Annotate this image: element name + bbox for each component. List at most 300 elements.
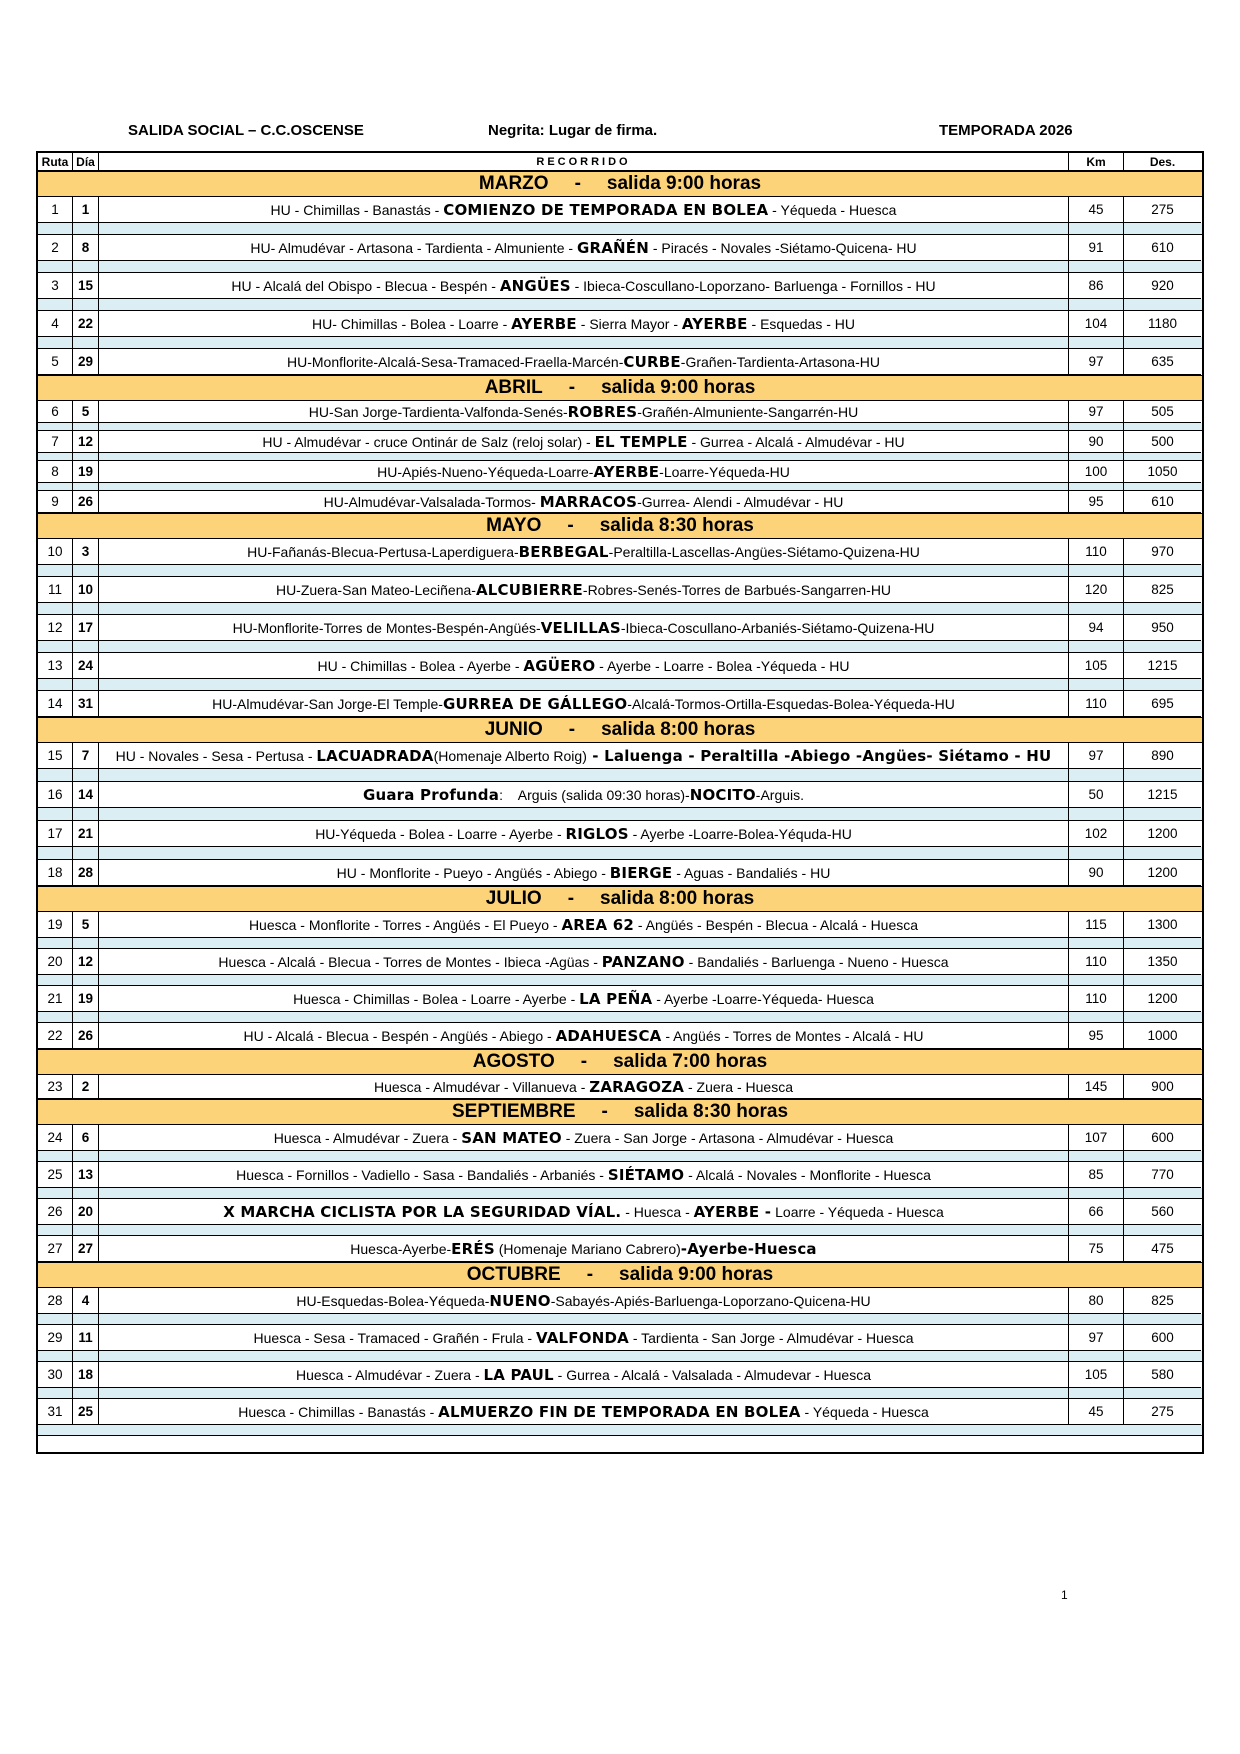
route-number: 23 — [38, 1075, 73, 1099]
spacer-cell — [73, 847, 99, 859]
month-name: SEPTIEMBRE — [451, 1101, 576, 1122]
page-number: 1 — [1061, 1588, 1068, 1602]
route-text: - Tardienta - San Jorge - Almudévar - Huesca — [628, 1329, 914, 1346]
month-separator: - — [567, 515, 574, 536]
route-text: HU - Alcalá - Blecua - Bespén - Angüés - Abiego - — [243, 1027, 556, 1044]
route-elevation: 1180 — [1124, 311, 1201, 337]
month-name: JUNIO — [484, 719, 543, 740]
route-day: 22 — [73, 311, 99, 337]
route-elevation: 500 — [1124, 431, 1201, 453]
route-description — [99, 431, 1069, 453]
column-header-row — [38, 153, 1202, 171]
spacer-row — [38, 1225, 1202, 1236]
spacer-cell — [38, 223, 73, 234]
route-elevation: 635 — [1124, 349, 1201, 375]
route-text: - Ayerbe -Loarre-Bolea-Yéquda-HU — [628, 825, 852, 842]
route-text: -Alcalá-Tormos-Ortilla-Esquedas-Bolea-Yéqueda-HU — [627, 695, 955, 712]
spacer-cell — [1124, 453, 1201, 460]
route-elevation: 825 — [1124, 577, 1201, 603]
table-row — [38, 1162, 1202, 1188]
table-row — [38, 821, 1202, 847]
route-day: 11 — [73, 1325, 99, 1351]
spacer-row — [38, 808, 1202, 821]
spacer-cell — [99, 337, 1069, 348]
spacer-row — [38, 603, 1202, 615]
route-text: - Zuera - San Jorge - Artasona - Almudévar - Huesca — [561, 1129, 894, 1146]
route-text: -Gurrea- Alendi - Almudévar - HU — [637, 493, 844, 510]
route-km: 80 — [1069, 1288, 1124, 1314]
spacer-cell — [1069, 1225, 1124, 1235]
route-description — [99, 860, 1069, 886]
month-header — [38, 886, 1202, 912]
signing-place: AGÜERO — [523, 656, 596, 675]
table-row — [38, 912, 1202, 938]
route-km: 120 — [1069, 577, 1124, 603]
spacer-cell — [1069, 808, 1124, 820]
route-elevation: 560 — [1124, 1199, 1201, 1225]
spacer-cell — [1069, 483, 1124, 490]
route-description — [99, 349, 1069, 375]
route-text: Huesca - Chimillas - Banastás - — [238, 1403, 439, 1420]
route-number: 24 — [38, 1125, 73, 1151]
route-text: HU- Almudévar - Artasona - Tardienta - Almuniente - — [250, 239, 577, 256]
table-row — [38, 577, 1202, 603]
spacer-cell — [1124, 847, 1201, 859]
spacer-cell — [1124, 337, 1201, 348]
spacer-cell — [38, 423, 73, 430]
route-text: - Aguas - Bandaliés - HU — [672, 864, 831, 881]
route-text: HU-Esquedas-Bolea-Yéqueda- — [296, 1292, 490, 1309]
table-row — [38, 539, 1202, 565]
route-km: 95 — [1069, 1023, 1124, 1049]
route-description — [99, 577, 1069, 603]
route-elevation: 600 — [1124, 1125, 1201, 1151]
col-dia: Día — [73, 153, 99, 170]
route-text: Huesca - Fornillos - Vadiello - Sasa - Bandaliés - Arbaniés - — [236, 1166, 608, 1183]
legend-note: Negrita: Lugar de firma. — [488, 122, 658, 139]
route-text: - Alcalá - Novales - Monflorite - Huesca — [684, 1166, 931, 1183]
start-time: salida 8:00 horas — [600, 888, 755, 909]
route-description — [99, 782, 1069, 808]
signing-place: BERBEGAL — [518, 542, 609, 561]
route-number: 3 — [38, 273, 73, 299]
spacer-cell — [73, 769, 99, 781]
route-day: 12 — [73, 949, 99, 975]
route-description — [99, 539, 1069, 565]
route-number: 5 — [38, 349, 73, 375]
route-number: 7 — [38, 431, 73, 453]
signing-place: VALFONDA — [535, 1328, 629, 1347]
spacer-cell — [99, 423, 1069, 430]
signing-place: ADAHUESCA — [555, 1026, 662, 1045]
signing-place: EL TEMPLE — [594, 432, 688, 451]
spacer-cell — [99, 483, 1069, 490]
spacer-cell — [99, 223, 1069, 234]
signing-place: SIÉTAMO — [607, 1165, 685, 1184]
route-number: 11 — [38, 577, 73, 603]
route-text: Huesca-Ayerbe- — [350, 1240, 452, 1257]
route-description — [99, 1023, 1069, 1049]
spacer-cell — [38, 603, 73, 614]
spacer-cell — [1124, 975, 1201, 985]
signing-place: GRAÑÉN — [576, 238, 649, 257]
spacer-cell — [99, 1314, 1069, 1324]
table-row — [38, 743, 1202, 769]
spacer-cell — [1124, 483, 1201, 490]
route-day: 28 — [73, 860, 99, 886]
spacer-cell — [99, 603, 1069, 614]
spacer-cell — [1069, 423, 1124, 430]
document-header — [0, 122, 1240, 142]
col-des: Des. — [1124, 153, 1201, 170]
route-day: 8 — [73, 235, 99, 261]
spacer-row — [38, 1188, 1202, 1199]
spacer-cell — [1069, 769, 1124, 781]
month-separator: - — [574, 173, 581, 194]
spacer-cell — [38, 1012, 73, 1022]
table-row — [38, 1362, 1202, 1388]
month-separator: - — [568, 377, 576, 398]
route-description — [99, 1288, 1069, 1314]
col-ruta: Ruta — [38, 153, 73, 170]
spacer-cell — [38, 679, 73, 690]
route-elevation: 1300 — [1124, 912, 1201, 938]
signing-place: RIGLOS — [565, 824, 629, 843]
route-day: 12 — [73, 431, 99, 453]
route-elevation: 275 — [1124, 1399, 1201, 1425]
route-elevation: 600 — [1124, 1325, 1201, 1351]
route-number: 9 — [38, 491, 73, 513]
routes-table — [36, 151, 1204, 1454]
route-elevation: 580 — [1124, 1362, 1201, 1388]
route-number: 2 — [38, 235, 73, 261]
route-text: - Gurrea - Alcalá - Valsalada - Almudevar - Huesca — [553, 1366, 871, 1383]
month-name: MAYO — [486, 515, 542, 536]
route-description — [99, 1162, 1069, 1188]
route-text: Huesca - Almudévar - Zuera - — [295, 1366, 484, 1383]
route-day: 17 — [73, 615, 99, 641]
route-km: 102 — [1069, 821, 1124, 847]
route-text: - Esquedas - HU — [747, 315, 855, 332]
start-time: salida 7:00 horas — [613, 1051, 768, 1072]
spacer-cell — [73, 1151, 99, 1161]
route-elevation: 1050 — [1124, 461, 1201, 483]
spacer-row — [38, 453, 1202, 461]
route-text: (Homenaje Mariano Cabrero) — [494, 1240, 681, 1257]
route-elevation: 920 — [1124, 273, 1201, 299]
table-row — [38, 1075, 1202, 1099]
route-number: 28 — [38, 1288, 73, 1314]
route-km: 97 — [1069, 1325, 1124, 1351]
signing-place: X MARCHA CICLISTA POR LA SEGURIDAD VÍAL. — [223, 1202, 622, 1221]
spacer-cell — [1069, 299, 1124, 310]
route-text: Loarre - Yéqueda - Huesca — [771, 1203, 944, 1220]
route-km: 95 — [1069, 491, 1124, 513]
signing-place: AYERBE — [681, 314, 748, 333]
route-text: HU - Monflorite - Pueyo - Angüés - Abiego - — [336, 864, 610, 881]
col-recorrido: RECORRIDO — [99, 153, 1069, 170]
route-km: 91 — [1069, 235, 1124, 261]
signing-place: Guara Profunda — [362, 785, 500, 804]
spacer-cell — [38, 808, 73, 820]
route-number: 17 — [38, 821, 73, 847]
route-km: 105 — [1069, 653, 1124, 679]
spacer-cell — [73, 975, 99, 985]
spacer-cell — [1069, 453, 1124, 460]
route-day: 1 — [73, 197, 99, 223]
route-description — [99, 1199, 1069, 1225]
spacer-cell — [1069, 679, 1124, 690]
spacer-cell — [38, 1225, 73, 1235]
table-row — [38, 986, 1202, 1012]
route-text: -Grañen-Tardienta-Artasona-HU — [680, 353, 880, 370]
spacer-cell — [1069, 337, 1124, 348]
table-row — [38, 1199, 1202, 1225]
spacer-cell — [1124, 1351, 1201, 1361]
route-elevation: 1200 — [1124, 860, 1201, 886]
spacer-cell — [1124, 808, 1201, 820]
table-row — [38, 1399, 1202, 1425]
route-text: - Piracés - Novales -Siétamo-Quicena- HU — [648, 239, 917, 256]
route-km: 94 — [1069, 615, 1124, 641]
signing-place: LA PAUL — [483, 1365, 554, 1384]
month-header — [38, 1049, 1202, 1075]
route-text: Huesca - Sesa - Tramaced - Grañén - Frula - — [253, 1329, 536, 1346]
spacer-cell — [99, 1351, 1069, 1361]
route-number: 12 — [38, 615, 73, 641]
route-number: 21 — [38, 986, 73, 1012]
month-header — [38, 1099, 1202, 1125]
route-elevation: 1200 — [1124, 821, 1201, 847]
table-row — [38, 235, 1202, 261]
route-km: 75 — [1069, 1236, 1124, 1262]
spacer-cell — [73, 1225, 99, 1235]
table-row — [38, 860, 1202, 886]
spacer-cell — [1069, 603, 1124, 614]
table-row — [38, 782, 1202, 808]
start-time: salida 9:00 horas — [601, 377, 756, 398]
route-text: -Sabayés-Apiés-Barluenga-Loporzano-Quicena-HU — [550, 1292, 871, 1309]
signing-place: GURREA DE GÁLLEGO — [442, 694, 628, 713]
route-text: - Angüés - Bespén - Blecua - Alcalá - Huesca — [634, 916, 919, 933]
signing-place: ROBRES — [567, 402, 638, 421]
spacer-cell — [1069, 847, 1124, 859]
spacer-cell — [1124, 1225, 1201, 1235]
spacer-cell — [38, 641, 73, 652]
route-text: - Yéqueda - Huesca — [800, 1403, 929, 1420]
start-time: salida 9:00 horas — [606, 173, 762, 194]
table-row — [38, 1325, 1202, 1351]
spacer-row — [38, 1388, 1202, 1399]
route-km: 45 — [1069, 1399, 1124, 1425]
route-text: HU - Chimillas - Banastás - — [270, 201, 444, 218]
spacer-cell — [1069, 261, 1124, 272]
route-number: 16 — [38, 782, 73, 808]
spacer-cell — [99, 808, 1069, 820]
spacer-row — [38, 261, 1202, 273]
route-text: HU-Monflorite-Alcalá-Sesa-Tramaced-Fraella-Marcén- — [287, 353, 624, 370]
route-text: HU - Novales - Sesa - Pertusa - — [115, 747, 317, 764]
route-elevation: 1000 — [1124, 1023, 1201, 1049]
route-km: 110 — [1069, 986, 1124, 1012]
route-km: 86 — [1069, 273, 1124, 299]
route-text: HU - Alcalá del Obispo - Blecua - Bespén - — [231, 277, 500, 294]
month-name: OCTUBRE — [466, 1264, 561, 1285]
spacer-cell — [73, 423, 99, 430]
table-row — [38, 1288, 1202, 1314]
spacer-row — [38, 1151, 1202, 1162]
spacer-cell — [1124, 641, 1201, 652]
route-km: 66 — [1069, 1199, 1124, 1225]
month-separator: - — [568, 719, 576, 740]
spacer-cell — [38, 1314, 73, 1324]
month-header — [38, 717, 1202, 743]
route-text: HU - Chimillas - Bolea - Ayerbe - — [317, 657, 524, 674]
route-text: - Zuera - Huesca — [684, 1078, 794, 1095]
spacer-cell — [38, 1188, 73, 1198]
spacer-row — [38, 938, 1202, 949]
signing-place: LACUADRADA — [316, 746, 434, 765]
route-description — [99, 615, 1069, 641]
route-text: HU-Yéqueda - Bolea - Loarre - Ayerbe - — [315, 825, 566, 842]
start-time: salida 8:30 horas — [633, 1101, 789, 1122]
start-time: salida 8:30 horas — [599, 515, 754, 536]
route-elevation: 1350 — [1124, 949, 1201, 975]
route-km: 97 — [1069, 349, 1124, 375]
spacer-cell — [99, 299, 1069, 310]
route-description — [99, 235, 1069, 261]
season-title: TEMPORADA 2026 — [939, 122, 1073, 139]
signing-place: SAN MATEO — [461, 1128, 562, 1147]
spacer-cell — [1069, 565, 1124, 576]
spacer-cell — [73, 337, 99, 348]
table-row — [38, 349, 1202, 375]
route-description — [99, 743, 1069, 769]
route-text: : Arguis (salida 09:30 horas)- — [499, 786, 690, 803]
spacer-cell — [1124, 938, 1201, 948]
spacer-cell — [1124, 299, 1201, 310]
route-number: 25 — [38, 1162, 73, 1188]
route-day: 29 — [73, 349, 99, 375]
signing-place: NUENO — [489, 1291, 551, 1310]
spacer-cell — [99, 847, 1069, 859]
route-elevation: 475 — [1124, 1236, 1201, 1262]
route-number: 15 — [38, 743, 73, 769]
route-km: 85 — [1069, 1162, 1124, 1188]
route-km: 110 — [1069, 949, 1124, 975]
route-text: HU-Almudévar-San Jorge-El Temple- — [212, 695, 443, 712]
spacer-cell — [1069, 1151, 1124, 1161]
spacer-cell — [38, 1151, 73, 1161]
route-elevation: 950 — [1124, 615, 1201, 641]
spacer-cell — [1069, 1351, 1124, 1361]
start-time: salida 8:00 horas — [601, 719, 756, 740]
signing-place: ANGÜES — [499, 276, 571, 295]
spacer-cell — [73, 808, 99, 820]
route-elevation: 505 — [1124, 401, 1201, 423]
route-description — [99, 1399, 1069, 1425]
route-day: 19 — [73, 986, 99, 1012]
route-day: 19 — [73, 461, 99, 483]
spacer-cell — [1124, 679, 1201, 690]
table-row — [38, 461, 1202, 483]
route-description — [99, 197, 1069, 223]
spacer-cell — [38, 483, 73, 490]
route-text: HU-Monflorite-Torres de Montes-Bespén-Angüés- — [232, 619, 541, 636]
route-description — [99, 401, 1069, 423]
empty-row — [38, 1425, 1202, 1436]
route-text: Huesca - Monflorite - Torres - Angüés - El Pueyo - — [248, 916, 562, 933]
table-row — [38, 311, 1202, 337]
month-name: MARZO — [478, 173, 549, 194]
route-text: - Ayerbe - Loarre - Bolea -Yéqueda - HU — [595, 657, 850, 674]
spacer-cell — [73, 1388, 99, 1398]
route-number: 30 — [38, 1362, 73, 1388]
spacer-cell — [73, 1188, 99, 1198]
route-day: 15 — [73, 273, 99, 299]
route-number: 6 — [38, 401, 73, 423]
route-text: -Arguis. — [755, 786, 805, 803]
spacer-cell — [1124, 565, 1201, 576]
spacer-row — [38, 423, 1202, 431]
spacer-cell — [1069, 1188, 1124, 1198]
route-elevation: 890 — [1124, 743, 1201, 769]
table-row — [38, 273, 1202, 299]
spacer-cell — [1069, 1314, 1124, 1324]
spacer-cell — [38, 769, 73, 781]
spacer-cell — [73, 565, 99, 576]
signing-place: AYERBE - — [693, 1202, 772, 1221]
spacer-cell — [99, 1388, 1069, 1398]
spacer-cell — [73, 261, 99, 272]
spacer-cell — [1124, 1388, 1201, 1398]
route-description — [99, 311, 1069, 337]
route-elevation: 825 — [1124, 1288, 1201, 1314]
spacer-row — [38, 679, 1202, 691]
table-row — [38, 1236, 1202, 1262]
route-text: - Bandaliés - Barluenga - Nueno - Huesca — [684, 953, 949, 970]
spacer-cell — [1124, 1188, 1201, 1198]
start-time: salida 9:00 horas — [619, 1264, 774, 1285]
spacer-cell — [1124, 423, 1201, 430]
spacer-cell — [99, 975, 1069, 985]
month-separator: - — [580, 1051, 588, 1072]
route-km: 107 — [1069, 1125, 1124, 1151]
route-km: 110 — [1069, 539, 1124, 565]
spacer-cell — [38, 938, 73, 948]
route-day: 31 — [73, 691, 99, 717]
route-km: 115 — [1069, 912, 1124, 938]
route-text: HU-Zuera-San Mateo-Leciñena- — [275, 581, 476, 598]
route-km: 97 — [1069, 401, 1124, 423]
spacer-cell — [1069, 223, 1124, 234]
spacer-cell — [1124, 1012, 1201, 1022]
route-elevation: 1215 — [1124, 782, 1201, 808]
route-number: 20 — [38, 949, 73, 975]
spacer-cell — [99, 565, 1069, 576]
route-number: 22 — [38, 1023, 73, 1049]
route-km: 145 — [1069, 1075, 1124, 1099]
route-text: HU- Chimillas - Bolea - Loarre - — [312, 315, 512, 332]
route-number: 18 — [38, 860, 73, 886]
table-row — [38, 197, 1202, 223]
spacer-row — [38, 975, 1202, 986]
spacer-row — [38, 1314, 1202, 1325]
spacer-cell — [99, 1012, 1069, 1022]
spacer-cell — [99, 1225, 1069, 1235]
month-separator: - — [601, 1101, 608, 1122]
spacer-row — [38, 565, 1202, 577]
